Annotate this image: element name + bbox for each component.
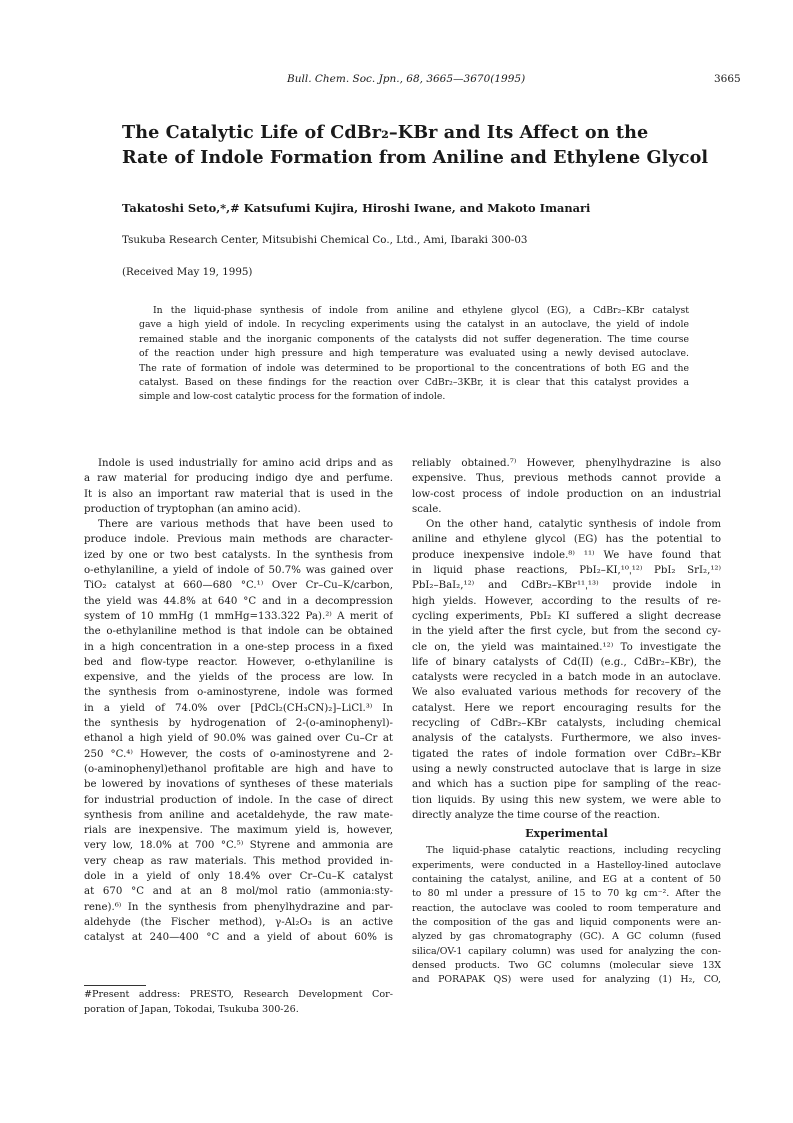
received-date: (Received May 19, 1995) <box>122 266 253 278</box>
body-line: ized by one or two best catalysts. In the synthesis from <box>84 549 393 561</box>
experimental-line: densed products. Two GC columns (molecular sieve 13X <box>412 959 721 971</box>
footnote-line: poration of Japan, Tokodai, Tsukuba 300-26. <box>84 1003 299 1015</box>
abstract-line: In the liquid-phase synthesis of indole from aniline and ethylene glycol (EG), a CdBr₂–KBr catalyst <box>153 305 689 316</box>
body-line: Indole is used industrially for amino acid drips and as <box>98 458 393 469</box>
footnote-divider <box>84 985 146 986</box>
body-line: cycling experiments, PbI₂ KI suffered a slight decrease <box>412 610 721 622</box>
body-line: 250 °C.⁴⁾ However, the costs of o-aminostyrene and 2- <box>84 748 393 760</box>
body-line: There are various methods that have been used to <box>98 519 393 531</box>
running-head <box>0 73 793 89</box>
body-line: very low, 18.0% at 700 °C.⁵⁾ Styrene and ammonia are <box>84 840 393 852</box>
body-line: bed and flow-type reactor. However, o-ethylaniline is <box>84 656 393 668</box>
body-line: produce inexpensive indole.⁸⁾ ¹¹⁾ We have found that <box>412 549 721 561</box>
body-line: in a high concentration in a one-step process in a fixed <box>84 641 393 653</box>
body-line: directly analyze the time course of the reaction. <box>412 809 661 821</box>
page-number: 3665 <box>714 73 741 85</box>
body-line: life of binary catalysts of Cd(II) (e.g., CdBr₂–KBr), the <box>412 656 721 668</box>
body-line: recycling of CdBr₂–KBr catalysts, including chemical <box>412 718 721 730</box>
body-line: aldehyde (the Fischer method), γ-Al₂O₃ is an active <box>84 916 393 928</box>
footnote <box>84 988 393 1017</box>
body-line: cle on, the yield was maintained.¹²⁾ To investigate the <box>412 641 721 653</box>
experimental-line: experiments, were conducted in a Hastelloy-lined autoclave <box>412 859 721 871</box>
body-line: TiO₂ catalyst at 660—680 °C.¹⁾ Over Cr–Cu–K/carbon, <box>84 580 393 592</box>
body-line: in liquid phase reactions, PbI₂–KI,¹⁰ˌ¹²⁾ PbI₂ SrI₂,¹²⁾ <box>412 565 721 577</box>
body-line: rials are inexpensive. The maximum yield is, however, <box>84 825 393 837</box>
body-line: catalyst. Here we report encouraging results for the <box>412 702 721 714</box>
body-line: the synthesis by hydrogenation of 2-(o-aminophenyl)- <box>84 718 393 730</box>
body-line: It is also an important raw material that is used in the <box>84 488 393 500</box>
body-line: (o-aminophenyl)ethanol profitable are high and have to <box>84 763 393 775</box>
body-line: analysis of the catalysts. Furthermore, we also inves- <box>412 733 721 745</box>
author-list: Takatoshi Seto,*,# Katsufumi Kujira, Hiroshi Iwane, and Makoto Imanari <box>122 201 591 215</box>
experimental-line: The liquid-phase catalytic reactions, including recycling <box>426 845 721 857</box>
body-line: be lowered by inovations of syntheses of these materials <box>84 779 393 791</box>
body-line: expensive, and the yields of the process are low. In <box>84 672 393 684</box>
experimental-line: alyzed by gas chromatography (GC). A GC column (fused <box>412 931 721 943</box>
body-line: catalysts were recycled in a batch mode in an autoclave. <box>412 672 721 684</box>
experimental-line: silica/OV-1 capilary column) was used for analyzing the con- <box>412 945 721 957</box>
footnote-line: #Present address: PRESTO, Research Development Cor- <box>84 989 393 1000</box>
body-line: expensive. Thus, previous methods cannot provide a <box>412 473 721 485</box>
experimental-line: the composition of the gas and liquid components were an- <box>412 916 721 928</box>
experimental-line: containing the catalyst, aniline, and EG at a content of 50 <box>412 874 721 886</box>
body-line: On the other hand, catalytic synthesis of indole from <box>426 519 721 531</box>
experimental-line: and PORAPAK QS) were used for analyzing (1) H₂, CO, <box>412 974 721 986</box>
body-line: PbI₂–BaI₂,¹²⁾ and CdBr₂–KBr¹¹ˌ¹³⁾ provide indole in <box>412 580 721 592</box>
body-line: and which has a suction pipe for sampling of the reac- <box>412 779 721 791</box>
section-heading-experimental: Experimental <box>525 827 608 841</box>
body-line: scale. <box>412 503 442 515</box>
body-line: low-cost process of indole production on an industrial <box>412 488 721 500</box>
abstract-line: catalyst. Based on these findings for the reaction over CdBr₂–3KBr, it is clear that this catalyst provides a <box>139 377 689 389</box>
abstract-line: of the reaction under high pressure and high temperature was evaluated using a newly devised autoclave. <box>139 348 689 360</box>
abstract-line: simple and low-cost catalytic process for the formation of indole. <box>139 391 446 403</box>
body-line: produce indole. Previous main methods are character- <box>84 534 393 546</box>
title-line: Rate of Indole Formation from Aniline and Ethylene Glycol <box>122 147 709 168</box>
body-line: o-ethylaniline, a yield of indole of 50.7% was gained over <box>84 565 393 577</box>
body-left-column <box>84 456 393 946</box>
body-line: reliably obtained.⁷⁾ However, phenylhydrazine is also <box>412 458 721 469</box>
body-line: tion liquids. By using this new system, we were able to <box>412 794 721 806</box>
abstract-line: The rate of formation of indole was determined to be proportional to the concentrations of both EG and the <box>139 362 689 374</box>
abstract-line: remained stable and the inorganic components of the catalysts did not suffer degeneration. The time course <box>139 333 689 345</box>
body-line: the o-ethylaniline method is that indole can be obtained <box>84 626 393 638</box>
body-line: tigated the rates of indole formation over CdBr₂–KBr <box>412 748 721 760</box>
body-line: We also evaluated various methods for recovery of the <box>412 687 721 699</box>
body-line: in a yield of 74.0% over [PdCl₂(CH₃CN)₂]–LiCl.³⁾ In <box>84 702 393 714</box>
abstract-line: gave a high yield of indole. In recycling experiments using the catalyst in an autoclave, the yield of indole <box>139 319 689 331</box>
experimental-line: to 80 ml under a pressure of 15 to 70 kg cm⁻². After the <box>412 888 721 900</box>
body-line: for industrial production of indole. In the case of direct <box>84 794 393 806</box>
body-line: ethanol a high yield of 90.0% was gained over Cu–Cr at <box>84 733 393 745</box>
body-line: rene).⁶⁾ In the synthesis from phenylhydrazine and par- <box>84 901 393 913</box>
body-line: very cheap as raw materials. This method provided in- <box>84 855 393 867</box>
article-title <box>122 120 742 170</box>
body-line: system of 10 mmHg (1 mmHg=133.322 Pa).²⁾ A merit of <box>84 610 393 622</box>
body-line: the synthesis from o-aminostyrene, indole was formed <box>84 687 393 699</box>
body-line: production of tryptophan (an amino acid). <box>84 503 301 515</box>
body-line: a raw material for producing indigo dye and perfume. <box>84 473 393 485</box>
body-line: the yield was 44.8% at 640 °C and in a decompression <box>84 595 393 607</box>
body-line: aniline and ethylene glycol (EG) has the potential to <box>412 534 721 546</box>
body-line: synthesis from aniline and acetaldehyde, the raw mate- <box>84 809 393 821</box>
body-line: using a newly constructed autoclave that is large in size <box>412 763 721 775</box>
affiliation: Tsukuba Research Center, Mitsubishi Chemical Co., Ltd., Ami, Ibaraki 300-03 <box>122 234 528 246</box>
body-line: in the yield after the first cycle, but from the second cy- <box>412 626 721 638</box>
experimental-line: reaction, the autoclave was cooled to room temperature and <box>412 902 721 914</box>
body-right-column <box>412 456 721 987</box>
body-line: catalyst at 240—400 °C and a yield of about 60% is <box>84 932 393 944</box>
body-line: at 670 °C and at an 8 mol/mol ratio (ammonia:sty- <box>84 886 393 898</box>
body-line: high yields. However, according to the results of re- <box>412 595 721 607</box>
journal-citation: Bull. Chem. Soc. Jpn., 68, 3665—3670(1995) <box>287 73 526 85</box>
abstract <box>139 304 689 405</box>
title-line: The Catalytic Life of CdBr₂–KBr and Its Affect on the <box>122 122 649 143</box>
body-line: dole in a yield of only 18.4% over Cr–Cu–K catalyst <box>84 871 393 883</box>
